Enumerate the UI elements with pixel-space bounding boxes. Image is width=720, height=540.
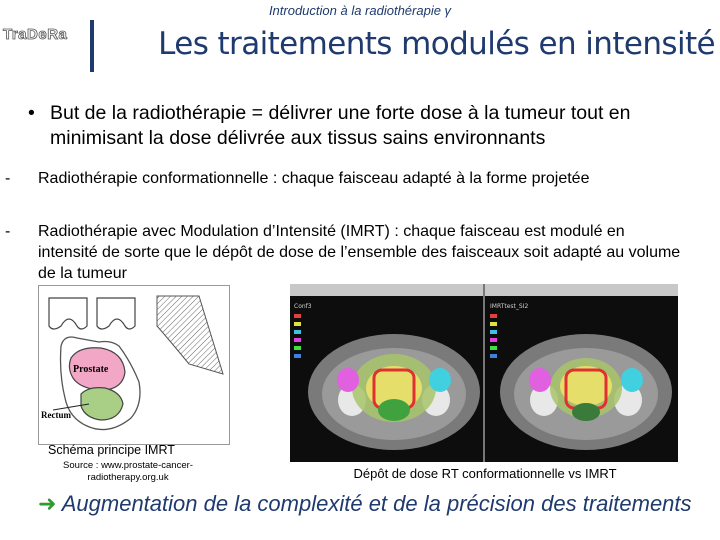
dash-item-text: Radiothérapie avec Modulation d’Intensité (IMRT) : chaque faisceau est modulé en intensité de sorte que le dépôt de dose de l’ensemble des faisceaux soit adapté au volume de la tumeur (38, 223, 681, 282)
panel-right-title: IMRTtest_SI2 (490, 303, 529, 310)
conclusion-text: Augmentation de la complexité et de la précision des traitements (61, 491, 692, 516)
bullet-dot: • (28, 102, 35, 124)
dash-item-text: Radiothérapie conformationnelle : chaque faisceau adapté à la forme projetée (38, 170, 590, 187)
dash-marker: - (5, 223, 11, 240)
conclusion (38, 490, 718, 518)
header-topline: Introduction à la radiothérapie γ (268, 3, 452, 18)
page-title: Les traitements modulés en intensité (158, 26, 715, 62)
ct-scans-drawing (290, 284, 678, 462)
logo (3, 26, 73, 64)
imrt-schema-drawing (39, 286, 229, 444)
main-bullet-text: But de la radiothérapie = délivrer une forte dose à la tumeur tout en minimisant la dose délivrée aux tissus sains environnants (50, 102, 631, 149)
imrt-schema-image (38, 285, 230, 445)
schema-caption: Schéma principe IMRT (48, 443, 175, 457)
title-rule (90, 20, 94, 72)
arrow-right-icon: ➜ (38, 491, 57, 516)
prostate-label: Prostate (73, 364, 109, 375)
panel-left-title: Conf3 (294, 303, 312, 310)
rectum-label: Rectum (41, 410, 71, 420)
dose-comparison-image (290, 284, 678, 462)
dose-comparison-caption: Dépôt de dose RT conformationnelle vs IMRT (353, 466, 617, 481)
logo-text: TraDeRa (3, 26, 68, 43)
dash-marker: - (5, 170, 11, 187)
schema-source: Source : www.prostate-cancer-radiotherapy.org.uk (63, 460, 193, 483)
